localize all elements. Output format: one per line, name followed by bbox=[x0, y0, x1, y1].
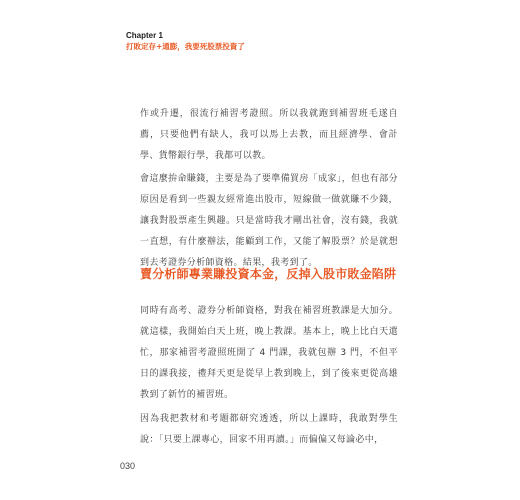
chapter-title: 打敗定存+通膨，我要死股票投資了 bbox=[126, 42, 245, 51]
section-heading: 賣分析師專業賺投資本金，反掉入股市敗金陷阱 bbox=[140, 267, 397, 281]
chapter-label: Chapter 1 bbox=[126, 31, 163, 40]
body-paragraph-4: 因為我把教材和考題都研究透透，所以上課時，我敢對學生說：「只要上課專心，回家不用再讀。」而偏偏又每論必中， bbox=[140, 414, 398, 445]
body-paragraph-1: 作或升遷，很流行補習考證照。所以我就跑到補習班毛遂自薦，只要他們有缺人，我可以馬上去教，而且經濟學、會計學、貨幣銀行學，我都可以教。 bbox=[140, 109, 398, 161]
body-paragraph-2: 會這麼拚命賺錢，主要是為了要準備買房「成家」，但也有部分原因是看到一些親友經常進出股市，短線做一做就賺不少錢，讓我對股票產生興趣。只是當時我才剛出社會，沒有錢，我就一直想，有什麼辦法，能顧到工作，又能了解股票？於是就想到去考證券分析師資格。結果，我考到了。 bbox=[140, 174, 398, 268]
body-paragraph-3: 同時有高考、證券分析師資格，對我在補習班教課是大加分。就這樣，我開始白天上班，晚上教課。基本上，晚上比白天還忙，那家補習考證照班開了 4 門課，我就包辦 3 門，不但平日的課我接，禮拜天更是從早上教到晚上，到了後來更從高雄教到了新竹的補習班。 bbox=[140, 306, 398, 400]
page-number: 030 bbox=[120, 461, 136, 471]
page-header bbox=[126, 31, 426, 52]
